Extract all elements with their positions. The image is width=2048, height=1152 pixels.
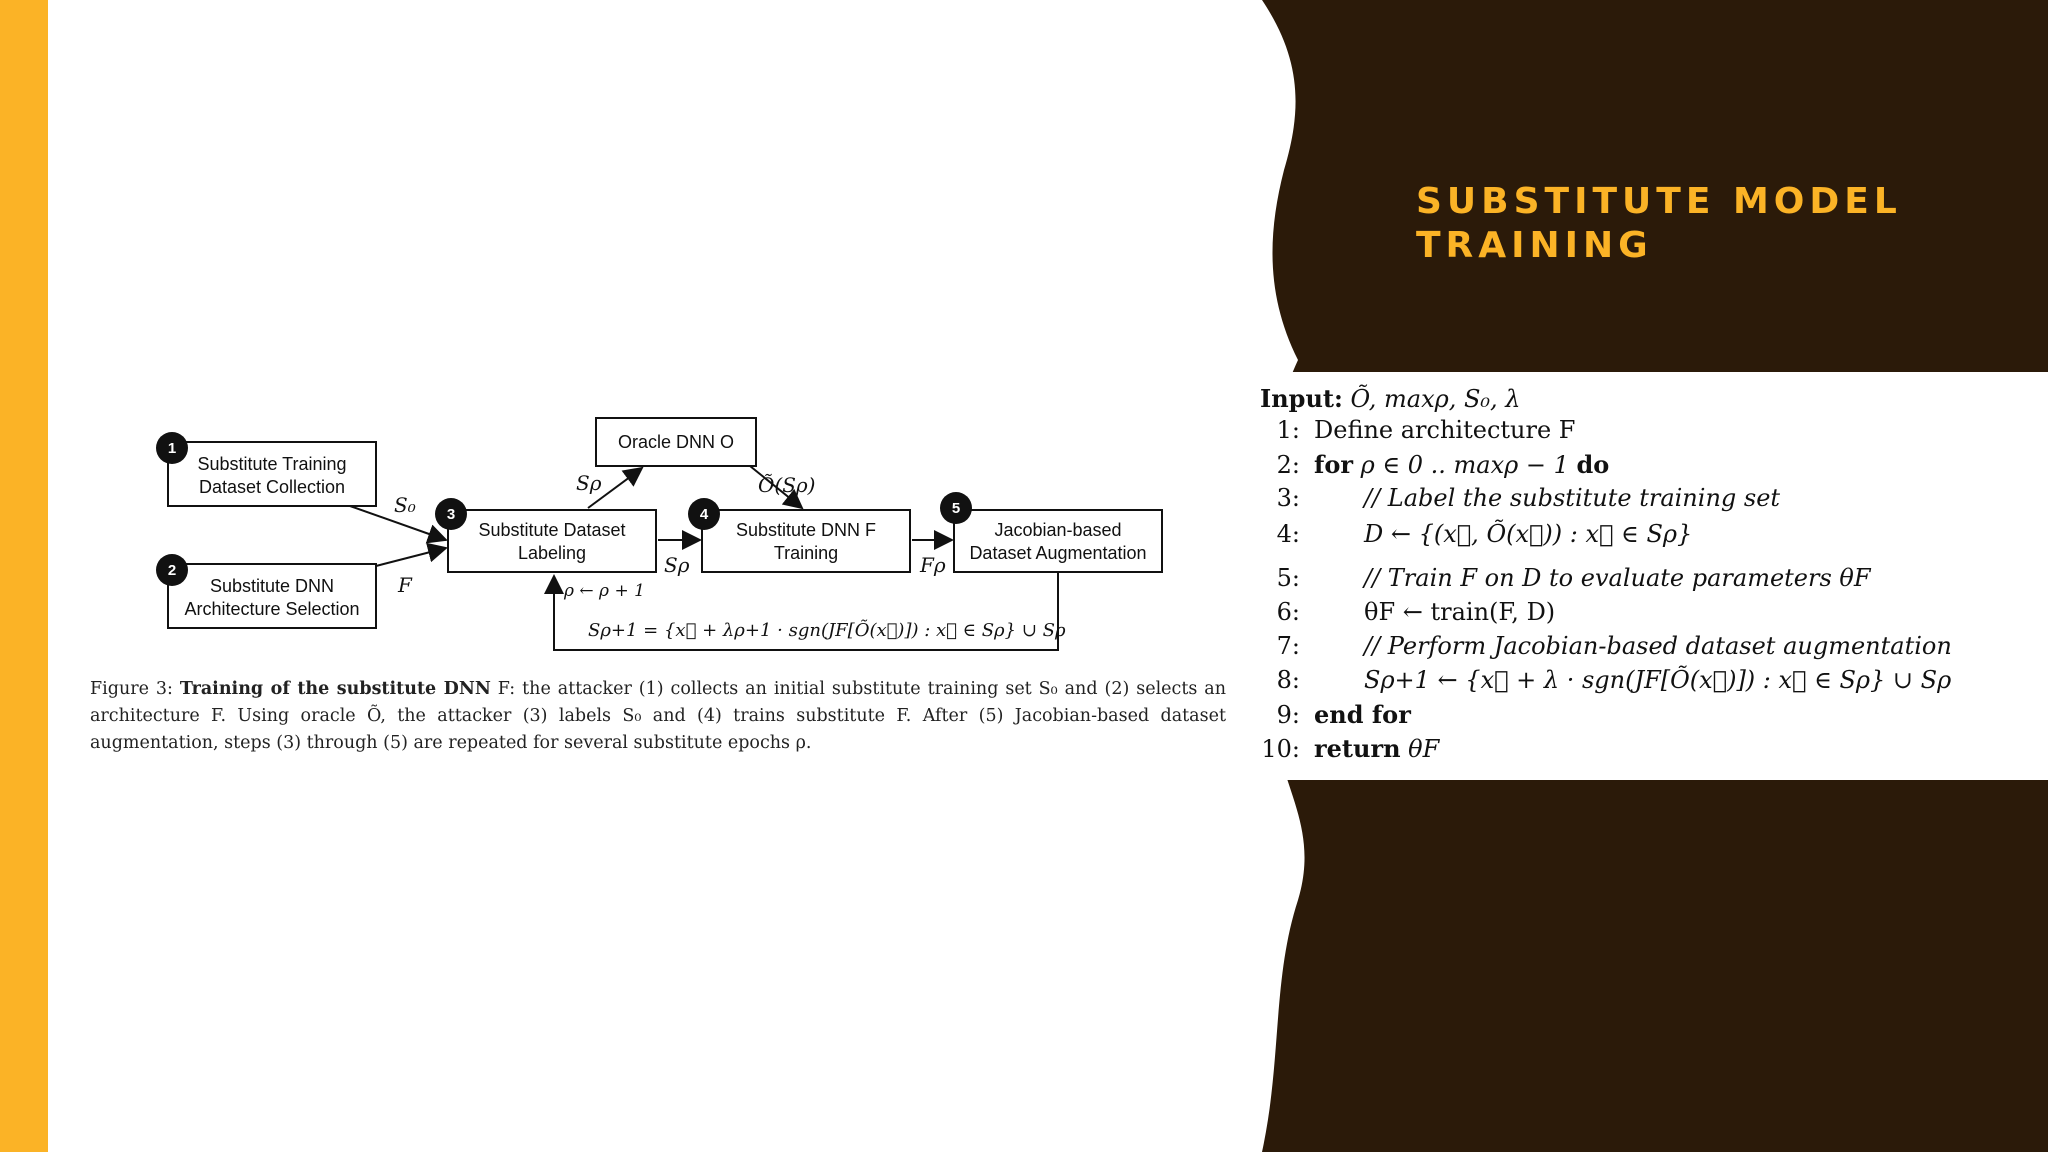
algorithm-line: 3: // Label the substitute training set bbox=[1276, 484, 1781, 512]
node-jacobian-augmentation bbox=[940, 492, 1162, 572]
svg-text:Substitute DNN F: Substitute DNN F bbox=[735, 520, 877, 540]
training-flow-diagram bbox=[80, 400, 1260, 660]
figure-caption: Figure 3: Training of the substitute DNN F: the attacker (1) collects an initial substitute training set S₀ and (2) selects an architecture F. Using oracle Õ, the attacker (3) labels S₀ and (4) trains substitute F. After (5) Jacobian-based dataset augmentation, steps (3) through (5) are repeated for several substitute epochs ρ. bbox=[90, 679, 1226, 753]
svg-text:Substitute DNN: Substitute DNN bbox=[209, 576, 335, 596]
label-f-rho: Fρ bbox=[920, 553, 946, 577]
algorithm-input: Input: Õ, maxρ, S₀, λ bbox=[1260, 384, 1521, 413]
algorithm-line: 10: return θF bbox=[1261, 734, 1440, 763]
svg-text:Labeling: Labeling bbox=[517, 543, 587, 563]
algorithm-line: 8: Sρ+1 ← {x⃗ + λ · sgn(JF[Õ(x⃗)]) : x⃗ ∈ Sρ} ∪ Sρ bbox=[1276, 666, 1952, 694]
svg-text:5: 5 bbox=[951, 500, 961, 517]
label-s-rho-up: Sρ bbox=[576, 471, 602, 495]
node-dataset-labeling bbox=[435, 498, 656, 572]
algorithm-line: 9: end for bbox=[1276, 700, 1411, 729]
algorithm-line: 7: // Perform Jacobian-based dataset augmentation bbox=[1276, 632, 1952, 660]
algorithm-line: 2: for ρ ∈ 0 .. maxρ − 1 do bbox=[1276, 450, 1610, 479]
accent-bar bbox=[0, 0, 48, 1152]
svg-text:Dataset Augmentation: Dataset Augmentation bbox=[969, 543, 1147, 563]
svg-text:1: 1 bbox=[167, 440, 177, 457]
label-s-rho-mid: Sρ bbox=[664, 553, 690, 577]
label-f: F bbox=[398, 573, 412, 597]
node-dnn-training bbox=[688, 498, 910, 572]
svg-text:2: 2 bbox=[167, 562, 177, 579]
label-rho-update: ρ ← ρ + 1 bbox=[564, 581, 645, 601]
algorithm-line: 5: // Train F on D to evaluate parameters θF bbox=[1276, 564, 1871, 592]
node-oracle bbox=[596, 418, 756, 466]
svg-text:3: 3 bbox=[446, 506, 456, 523]
algorithm-line: 6: θF ← train(F, D) bbox=[1276, 598, 1556, 626]
label-o-s-rho: Õ(Sρ) bbox=[758, 473, 816, 497]
algorithm-line: 4: D ← {(x⃗, Õ(x⃗)) : x⃗ ∈ Sρ} bbox=[1276, 520, 1693, 548]
algorithm-box bbox=[1256, 372, 2048, 780]
label-feedback-formula: Sρ+1 = {x⃗ + λρ+1 · sgn(JF[Õ(x⃗)]) : x⃗ ∈ Sρ} ∪ Sρ bbox=[588, 620, 1066, 641]
svg-text:Dataset Collection: Dataset Collection bbox=[198, 477, 346, 497]
svg-text:Architecture Selection: Architecture Selection bbox=[184, 599, 360, 619]
node-architecture-selection bbox=[156, 554, 376, 628]
svg-text:Jacobian-based: Jacobian-based bbox=[994, 520, 1122, 540]
svg-text:4: 4 bbox=[699, 506, 709, 523]
svg-text:Training: Training bbox=[773, 543, 839, 563]
svg-text:Substitute Training: Substitute Training bbox=[197, 454, 347, 474]
slide-title: SUBSTITUTE MODEL TRAINING bbox=[1416, 181, 1902, 266]
label-s0: S₀ bbox=[394, 493, 416, 517]
node-dataset-collection bbox=[156, 432, 376, 506]
edge-2-3 bbox=[376, 548, 446, 566]
svg-text:Substitute Dataset: Substitute Dataset bbox=[478, 520, 626, 540]
svg-text:Oracle DNN O: Oracle DNN O bbox=[617, 432, 735, 452]
algorithm-line: 1: Define architecture F bbox=[1276, 416, 1576, 444]
